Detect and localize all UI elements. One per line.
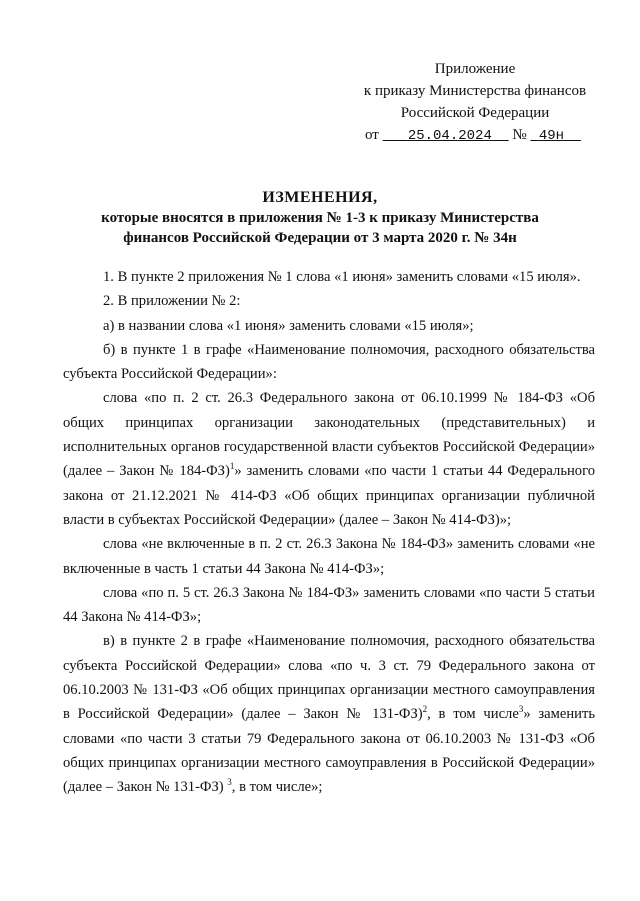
paragraph-5 bbox=[63, 386, 595, 532]
document-body bbox=[63, 265, 595, 800]
paragraph-8-part-d: , в том числе»; bbox=[231, 779, 323, 796]
paragraph-5-part-a: слова «по п. 2 ст. 26.3 Федерального закона от 06.10.1999 № 184-ФЗ «Об общих принципах организации законодательных (представительных) и исполнительных органов государственной власти субъектов Российской Федерации» (далее – Закон № 184-ФЗ) bbox=[63, 390, 595, 480]
paragraph-8 bbox=[63, 629, 595, 799]
appendix-header bbox=[355, 58, 595, 147]
header-line-federation: Российской Федерации bbox=[400, 105, 550, 121]
footnote-ref-3a: 3 bbox=[518, 704, 524, 715]
paragraph-6: слова «не включенные в п. 2 ст. 26.3 Закона № 184-ФЗ» заменить словами «не включенные в часть 1 статьи 44 Закона № 414-ФЗ»; bbox=[63, 536, 595, 577]
header-line-appendix: Приложение bbox=[434, 61, 516, 77]
paragraph-8-part-b: , в том числе bbox=[427, 706, 519, 723]
paragraph-1: 1. В пункте 2 приложения № 1 слова «1 июня» заменить словами «15 июля». bbox=[103, 269, 581, 285]
order-number bbox=[530, 128, 580, 144]
title-subtitle-line1: которые вносятся в приложения № 1-3 к приказу Министерства bbox=[101, 210, 539, 226]
footnote-ref-3b: 3 bbox=[227, 777, 232, 788]
footnote-ref-2: 2 bbox=[422, 704, 428, 715]
number-prefix: № bbox=[512, 127, 527, 143]
paragraph-8-part-a: в) в пункте 2 в графе «Наименование полномочия, расходного обязательства субъекта Российской Федерации» слова «по ч. 3 ст. 79 Федерального закона от 06.10.2003 № 131-ФЗ «Об общих принципах организации местного самоуправления в Российской Федерации» (далее – Закон № 131-ФЗ) bbox=[63, 633, 595, 723]
document-title bbox=[0, 188, 640, 248]
header-dateline bbox=[355, 124, 595, 147]
paragraph-7: слова «по п. 5 ст. 26.3 Закона № 184-ФЗ» заменить словами «по части 5 статьи 44 Закона № 414-ФЗ»; bbox=[63, 584, 595, 626]
paragraph-8-part-c: » заменить словами «по части 3 статьи 79 Федерального закона от 06.10.2003 № 131-ФЗ «Об общих принципах организации местного самоуправления в Российской Федерации» (далее – Закон № 131-ФЗ) bbox=[63, 706, 595, 796]
paragraph-2: 2. В приложении № 2: bbox=[103, 293, 241, 310]
order-date-value: 25.04.2024 bbox=[407, 128, 492, 144]
paragraph-3: а) в названии слова «1 июня» заменить словами «15 июля»; bbox=[103, 317, 474, 334]
title-main: ИЗМЕНЕНИЯ, bbox=[262, 189, 378, 206]
paragraph-4: б) в пункте 1 в графе «Наименование полномочия, расходного обязательства субъекта Российской Федерации»: bbox=[63, 341, 595, 383]
paragraph-5-part-b: » заменить словами «по части 1 статьи 44 Федерального закона от 21.12.2021 № 414-ФЗ «Об общих принципах организации публичной власти в субъектах Российской Федерации» (далее – Закон № 414-ФЗ)»; bbox=[63, 463, 595, 528]
order-date bbox=[383, 128, 509, 144]
order-number-value: 49н bbox=[538, 128, 565, 144]
title-subtitle-line2: финансов Российской Федерации от 3 марта 2020 г. № 34н bbox=[123, 230, 517, 246]
header-line-order: к приказу Министерства финансов bbox=[363, 83, 587, 99]
date-prefix: от bbox=[365, 127, 379, 143]
footnote-ref-1: 1 bbox=[229, 461, 235, 472]
